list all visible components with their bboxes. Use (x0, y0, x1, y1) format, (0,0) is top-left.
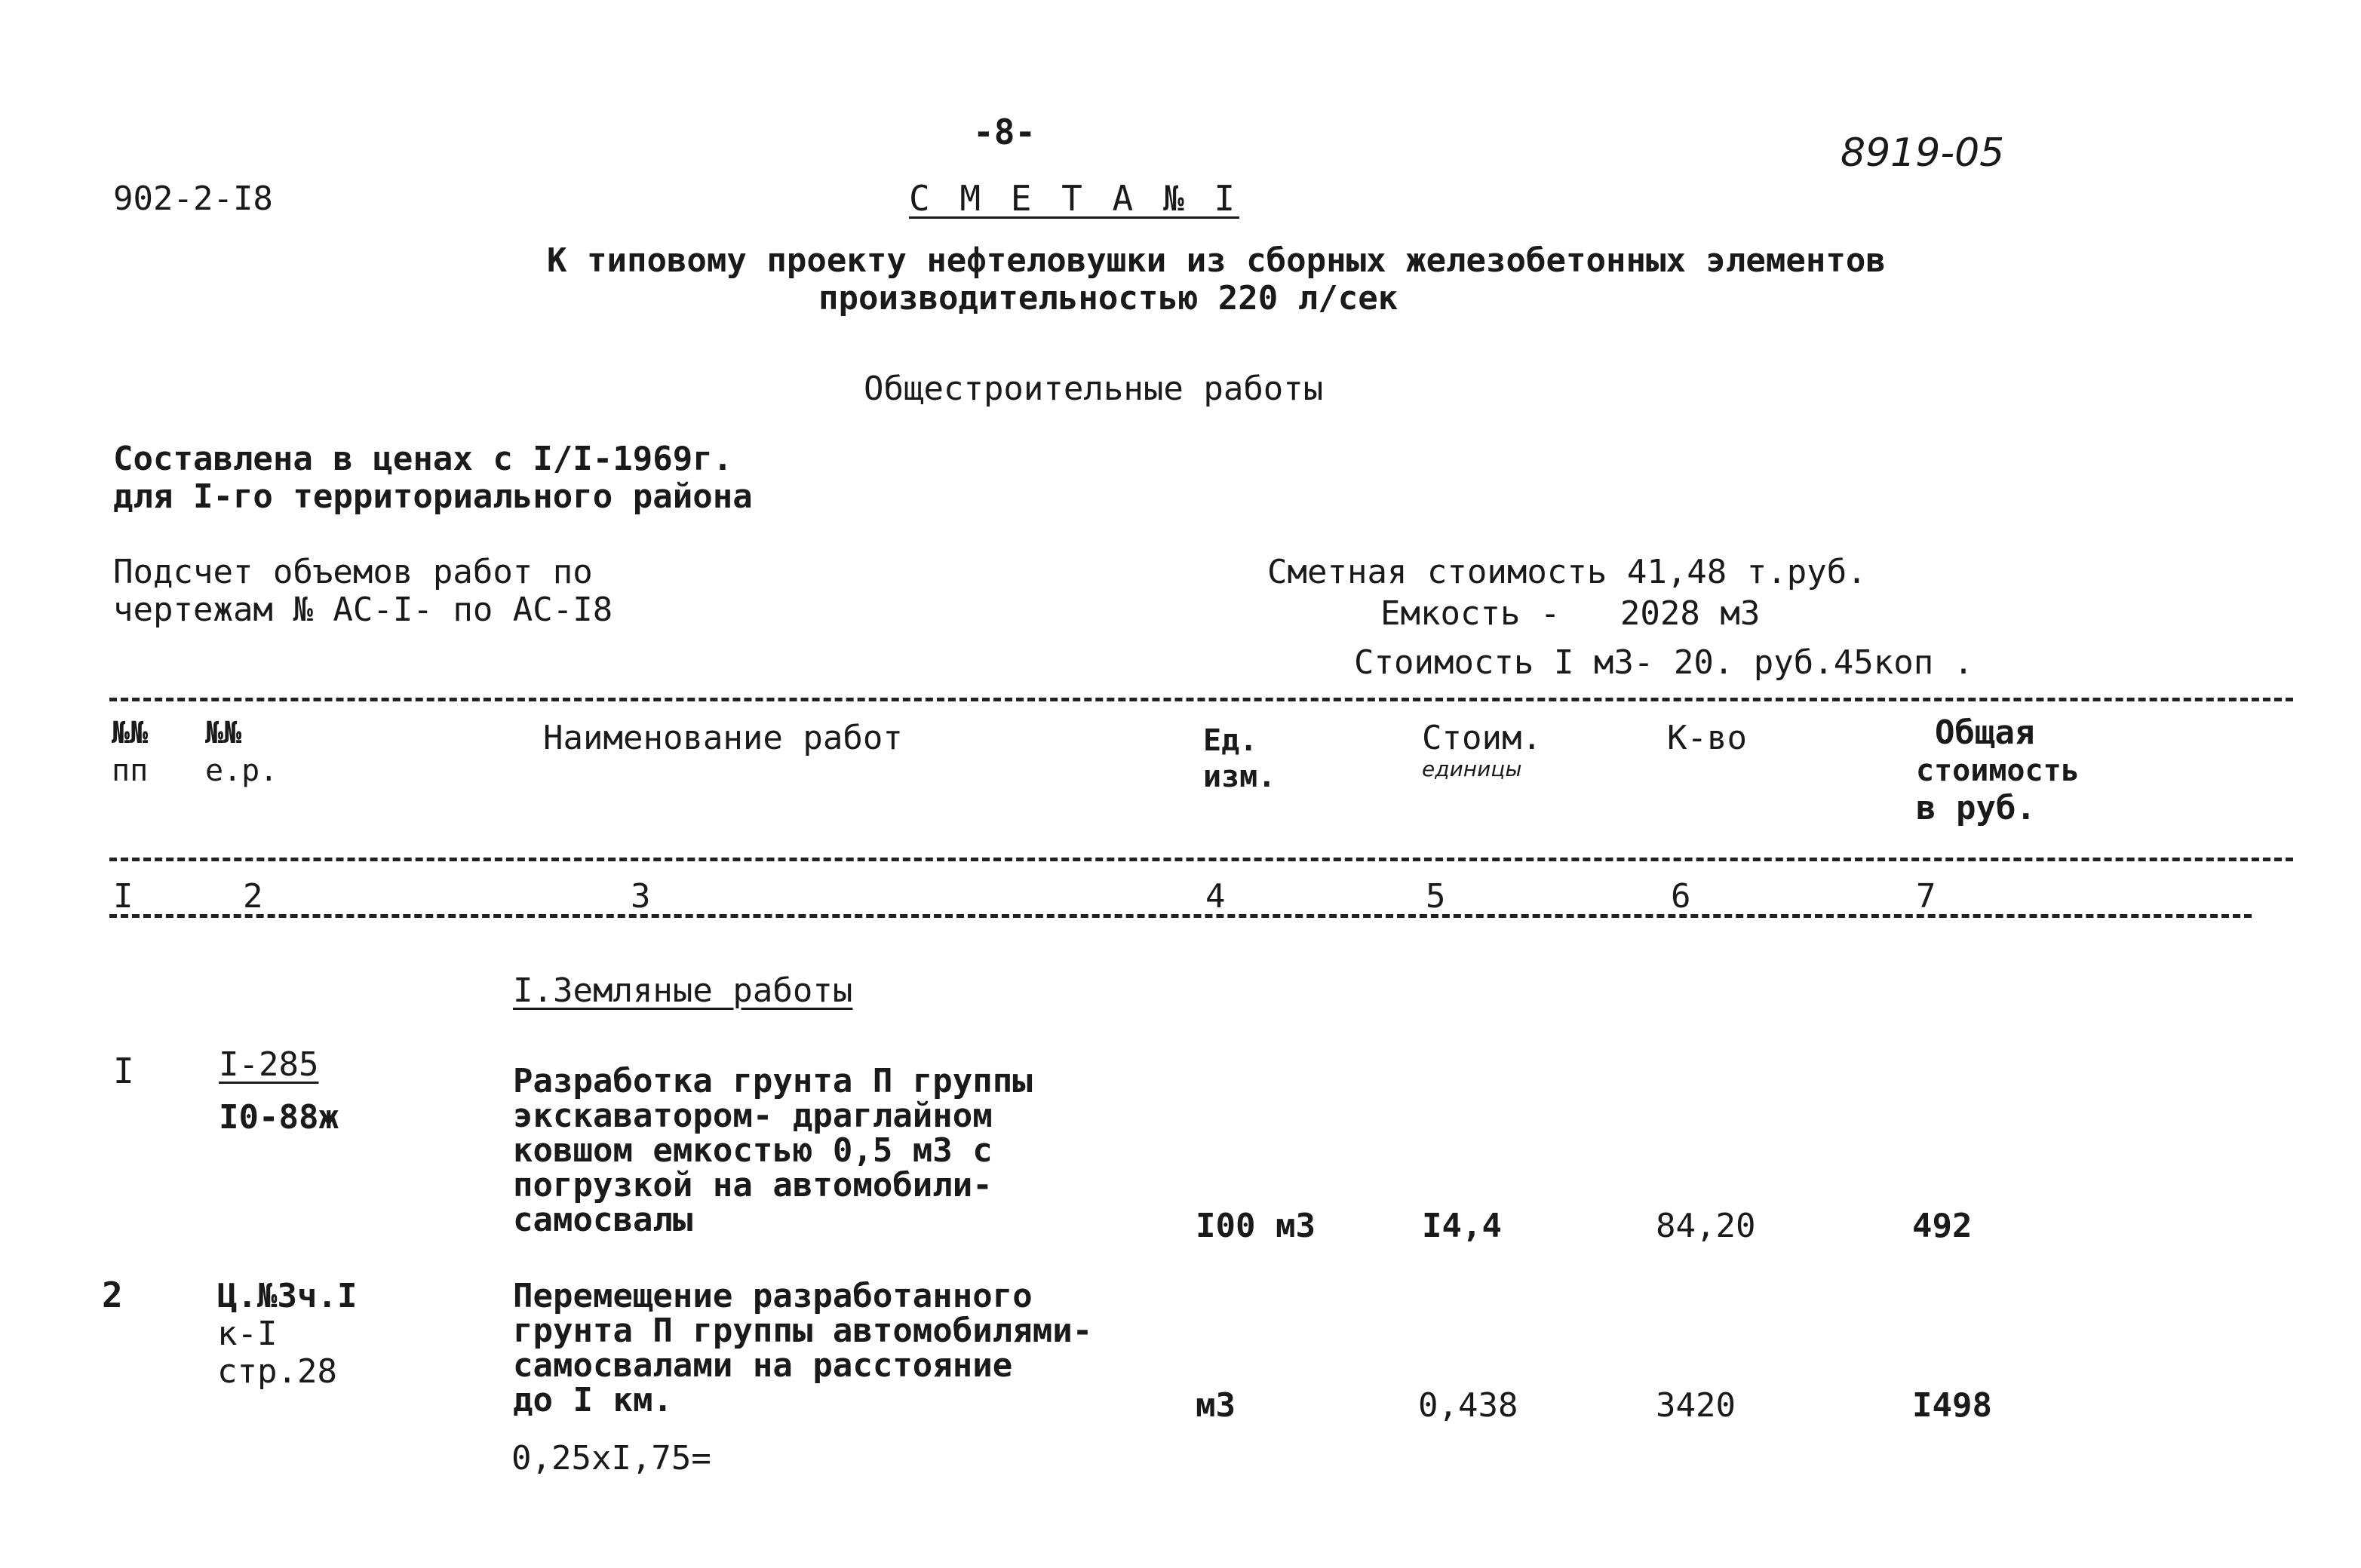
document-code: 902-2-I8 (113, 180, 273, 218)
header-price-line1: Стоим. (1422, 719, 1542, 757)
header-col1-line2: пп (112, 753, 149, 788)
row2-name-line3: самосвалами на расстояние (513, 1346, 1013, 1385)
row1-quantity: 84,20 (1656, 1207, 1756, 1245)
row2-code-line2: к-I (217, 1315, 278, 1353)
prices-line-2: для I-го территориального района (113, 477, 753, 516)
capacity: Емкость - 2028 м3 (1380, 594, 1761, 633)
column-number-7: 7 (1916, 877, 1936, 916)
header-work-name: Наименование работ (543, 719, 903, 757)
header-total-line3: в руб. (1916, 789, 2036, 827)
header-total-line1: Общая (1935, 713, 2035, 752)
section-heading-earthworks: I.Земляные работы (513, 971, 853, 1010)
volumes-line-1: Подсчет объемов работ по (113, 553, 593, 591)
header-unit-line1: Ед. (1203, 723, 1258, 758)
subtitle-line-2: производительностью 220 л/сек (818, 279, 1398, 318)
header-price-line2: единицы (1422, 756, 1522, 781)
unit-cost: Стоимость I м3- 20. руб.45коп . (1354, 643, 1974, 682)
row2-name-line4: до I км. (513, 1381, 673, 1419)
row1-name-line3: ковшом емкостью 0,5 м3 с (513, 1131, 993, 1170)
column-number-5: 5 (1426, 877, 1446, 916)
row2-code-line1: Ц.№3ч.I (217, 1277, 358, 1315)
row2-name-line2: грунта П группы автомобилями- (513, 1312, 1093, 1350)
row2-quantity: 3420 (1656, 1386, 1736, 1425)
column-number-3: 3 (631, 877, 651, 916)
row2-code-line3: стр.28 (217, 1352, 337, 1391)
header-col2-line2: е.р. (205, 753, 278, 788)
volumes-line-2: чертежам № АС-I- по АС-I8 (113, 591, 613, 629)
row2-number: 2 (102, 1275, 123, 1315)
subtitle-line-1: К типовому проекту нефтеловушки из сборных железобетонных элементов (547, 241, 1886, 280)
prices-line-1: Составлена в ценах с I/I-1969г. (113, 440, 733, 478)
row2-unit-price: 0,438 (1418, 1386, 1518, 1425)
row1-code-line1: I-285 (219, 1045, 319, 1084)
row1-total: 492 (1912, 1207, 1973, 1245)
header-quantity: К-во (1667, 719, 1747, 757)
column-number-rule (109, 914, 2252, 918)
row1-code-line2: I0-88ж (219, 1098, 339, 1137)
row1-unit: I00 м3 (1196, 1207, 1316, 1245)
header-total-line2: стоимость (1916, 753, 2080, 788)
section-title: Общестроительные работы (864, 370, 1324, 408)
header-col1-line1: №№ (112, 716, 149, 750)
column-number-2: 2 (243, 877, 263, 916)
row2-total: I498 (1912, 1386, 1992, 1425)
row1-name-line1: Разработка грунта П группы (513, 1062, 1033, 1100)
row2-unit: м3 (1196, 1386, 1236, 1425)
column-number-1: I (113, 877, 134, 916)
column-number-6: 6 (1671, 877, 1691, 916)
column-number-4: 4 (1205, 877, 1226, 916)
header-unit-line2: изм. (1203, 759, 1276, 794)
row2-name-line1: Перемещение разработанного (513, 1277, 1033, 1315)
row1-unit-price: I4,4 (1422, 1207, 1502, 1245)
header-col2-line1: №№ (205, 716, 242, 750)
table-top-rule (109, 698, 2293, 701)
row1-name-line5: самосвалы (513, 1201, 693, 1239)
row1-name-line2: экскаватором- драглайном (513, 1097, 993, 1135)
estimate-cost: Сметная стоимость 41,48 т.руб. (1267, 553, 1867, 591)
table-header-rule (109, 858, 2293, 861)
row2-formula: 0,25хI,75= (511, 1439, 711, 1477)
row1-name-line4: погрузкой на автомобили- (513, 1166, 993, 1204)
row1-number: I (113, 1051, 134, 1091)
page-number: -8- (973, 112, 1036, 152)
archive-number: 8919-05 (1841, 130, 2005, 176)
document-title: С М Е Т А № I (909, 178, 1240, 219)
